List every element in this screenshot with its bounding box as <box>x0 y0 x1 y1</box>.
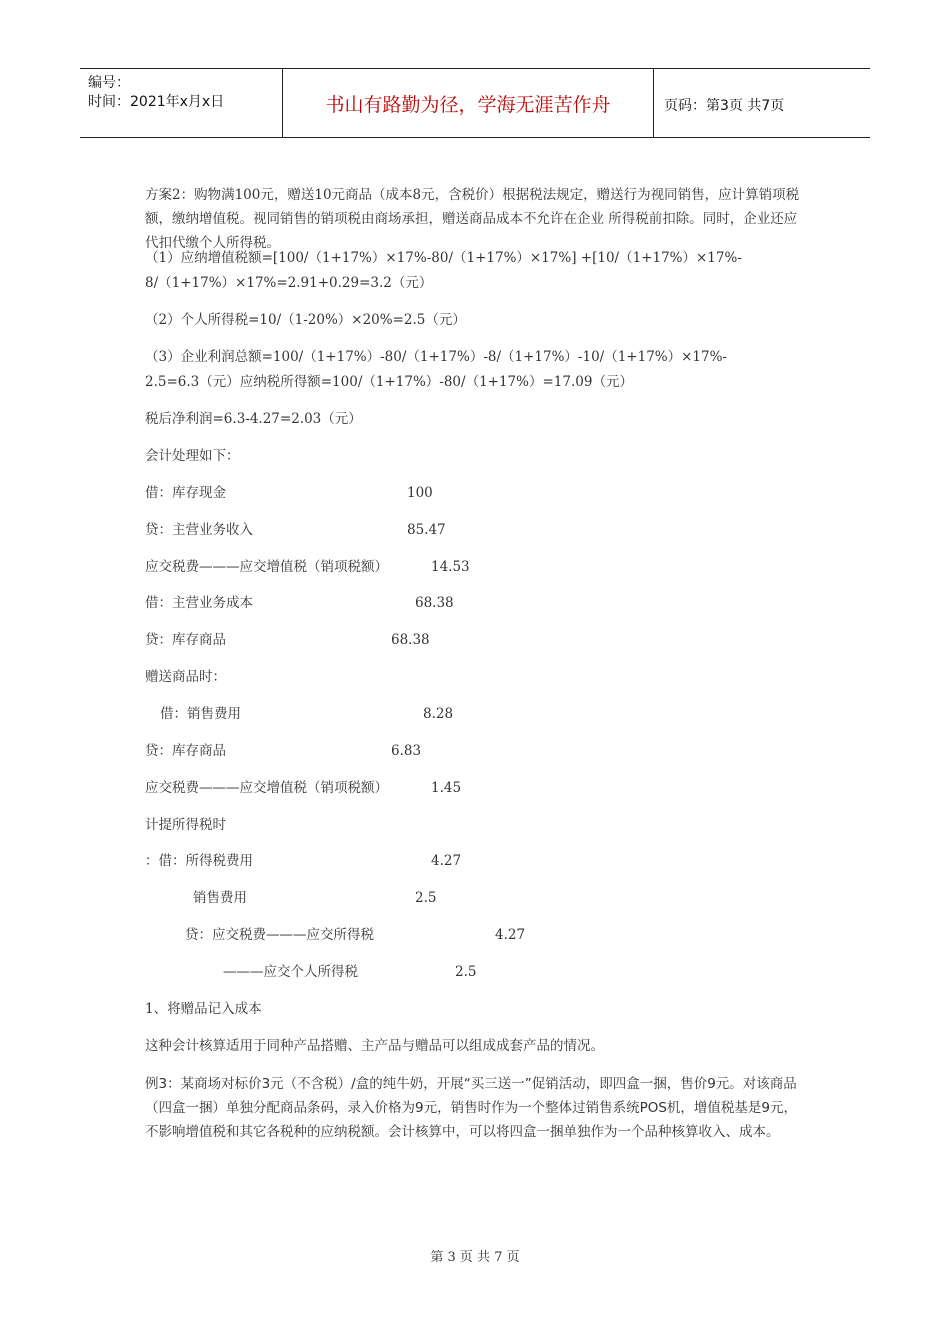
header-motto: 书山有路勤为径，学海无涯苦作舟 <box>283 69 654 137</box>
gift-heading: 赠送商品时： <box>145 669 226 685</box>
entry-label: 贷：库存商品 <box>145 632 226 648</box>
entry-amount: 85.47 <box>407 522 446 538</box>
gift-entry-label: 应交税费———应交增值税（销项税额） <box>145 780 388 796</box>
document-header <box>80 68 870 138</box>
example3-paragraph: 例3：某商场对标价3元（不含税）/盒的纯牛奶，开展“买三送一”促销活动，即四盒一捆，售价9元。对该商品（四盒一捆）单独分配商品条码，录入价格为9元，销售时作为一个整体过销售系统POS机，增值税基是9元，不影响增值税和其它各税种的应纳税额。会计核算中，可以将四盒一捆单独作为一个品种核算收入、成本。 <box>145 1076 798 1140</box>
page-footer: 第 3 页 共 7 页 <box>430 1250 520 1265</box>
entry-label: 借：库存现金 <box>145 485 226 501</box>
tax-entry-amount: 2.5 <box>455 964 477 980</box>
number-label: 编号： <box>88 75 130 91</box>
section-heading: 1、将赠品记入成本 <box>145 1001 262 1017</box>
entry-label: 贷：主营业务收入 <box>145 522 253 538</box>
gift-entry-amount: 8.28 <box>423 706 454 722</box>
iit-formula: （2）个人所得税=10/（1-20%）×20%=2.5（元） <box>145 312 466 328</box>
tax-heading: 计提所得税时 <box>145 817 226 833</box>
gift-entry-amount: 1.45 <box>431 780 462 796</box>
entry-amount: 14.53 <box>431 559 470 575</box>
tax-entry-amount: 4.27 <box>431 853 462 869</box>
vat-formula-line2: 8/（1+17%）×17%=2.91+0.29=3.2（元） <box>145 275 433 291</box>
gift-entry-amount: 6.83 <box>391 743 422 759</box>
header-meta-cell <box>80 69 283 137</box>
entry-label: 应交税费———应交增值税（销项税额） <box>145 559 388 575</box>
tax-entry-amount: 4.27 <box>495 927 526 943</box>
net-profit-line: 税后净利润=6.3-4.27=2.03（元） <box>145 411 362 427</box>
entry-amount: 100 <box>407 485 433 501</box>
scheme2-paragraph: 方案2：购物满100元，赠送10元商品（成本8元，含税价）根据税法规定，赠送行为视同销售，应计算销项税额，缴纳增值税。视同销售的销项税由商场承担，赠送商品成本不允许在企业 所得税前扣除。同时，企业还应代扣代缴个人所得税。 <box>145 187 800 251</box>
vat-formula-line1: （1）应纳增值税额=[100/（1+17%）×17%-80/（1+17%）×17%] +[10/（1+17%）×17%- <box>145 250 742 266</box>
tax-entry-label: 销售费用 <box>193 890 247 906</box>
section-description: 这种会计核算适用于同种产品搭赠、主产品与赠品可以组成成套产品的情况。 <box>145 1038 604 1054</box>
gift-entry-label: 借：销售费用 <box>160 706 241 722</box>
entry-label: 借：主营业务成本 <box>145 595 253 611</box>
entry-amount: 68.38 <box>415 595 454 611</box>
tax-entry-label: 贷：应交税费———应交所得税 <box>185 927 374 943</box>
tax-entry-amount: 2.5 <box>415 890 437 906</box>
tax-entry-label: ———应交个人所得税 <box>223 964 358 980</box>
entry-amount: 68.38 <box>391 632 430 648</box>
time-label: 时间：2021年x月x日 <box>88 94 225 110</box>
header-page-label: 页码：第3页 共7页 <box>664 98 785 114</box>
gift-entry-label: 贷：库存商品 <box>145 743 226 759</box>
profit-formula-line1: （3）企业利润总额=100/（1+17%）-80/（1+17%）-8/（1+17%）-10/（1+17%）×17%- <box>145 349 727 365</box>
tax-entry-label: ：借：所得税费用 <box>145 853 253 869</box>
profit-formula-line2: 2.5=6.3（元）应纳税所得额=100/（1+17%）-80/（1+17%）=17.09（元） <box>145 374 633 390</box>
accounting-heading: 会计处理如下： <box>145 448 240 464</box>
